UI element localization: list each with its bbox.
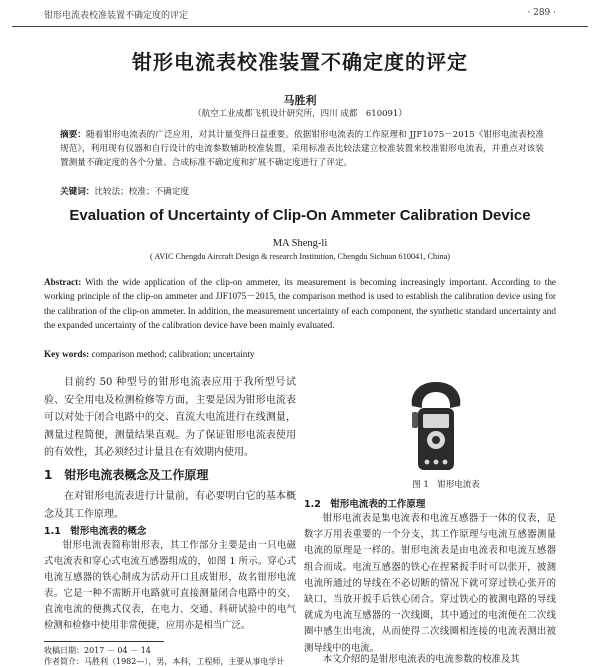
author-en: MA Sheng-li — [272, 238, 328, 249]
keywords-en — [44, 347, 556, 361]
figure-1 — [396, 378, 476, 474]
abstract-en-label: Abstract: — [44, 277, 82, 287]
footnote-received: 收稿日期：2017 － 04 － 14 — [44, 646, 151, 655]
section-1-intro: 在对钳形电流表进行计量前，有必要明白它的基本概念及其工作原理。 — [44, 491, 296, 520]
section-1-2-text: 钳形电流表是集电流表和电流互感器于一体的仪表，是数字万用表重要的一个分支，其工作原理与电流互感器测量电流的原理是一样的。钳形电流表是由电流表和电流互感器组合而成。电流互感器的铁心在捏紧扳手时可以张开，被测电流所通过的导线在不必切断的情况下就可穿过铁心张开的缺口，当放开扳手后铁心闭合。穿过铁心的被测电路的导线就成为电流互感器的一次线圈，其中通过的电流便在二次线圈中感生出电流，从而使得二次线圈相连接的电流表测出被测导线中的电流。 — [304, 513, 556, 654]
page-number: · 289 · — [527, 8, 556, 18]
page-title-en: Evaluation of Uncertainty of Clip-On Ammeter Calibration Device — [69, 207, 531, 224]
abstract-cn — [60, 128, 544, 171]
keywords-en-text: comparison method; calibration; uncertainty — [89, 349, 255, 359]
keywords-cn-label: 关键词： — [60, 187, 95, 197]
intro-paragraph: 目前约 50 种型号的钳形电流表应用于我所型号试验、安全用电及检测检修等方面，主要是因为钳形电流表可以对处于闭合电路中的交、直流大电流进行在线测量，测量过程简便，测量结果直观。为了保证钳形电流表使用的有效性，其必须经过计量且在有效期内使用。 — [44, 377, 296, 458]
section-1-1-heading: 1.1 钳形电流表的概念 — [44, 526, 147, 537]
footnote-rule — [44, 641, 164, 642]
page-title-cn: 钳形电流表校准装置不确定度的评定 — [132, 50, 468, 74]
keywords-cn — [60, 185, 544, 199]
section-1-1-text: 钳形电流表简称钳形表，其工作部分主要是由一只电磁式电流表和穿心式电流互感器组成的，如图 1 所示。穿心式电流互感器的铁心制成为活动开口且成钳形，故名钳形电流表。它是一种不需断开电路就可直接测量闭合电路中的交、直流电流的便携式仪表，在电力、交通、科研试验中的电气检测和检修中使用非常便捷，应用亦是相当广泛。 — [44, 540, 296, 632]
clamp-meter-icon — [396, 378, 476, 474]
footnote-author-bio: 作者简介：马胜利（1982—），男，本科，工程师，主要从事电学计 — [44, 657, 285, 666]
section-1-heading: 1 钳形电流表概念及工作原理 — [44, 468, 209, 482]
running-header-title: 钳形电流表校准装置不确定度的评定 — [44, 11, 189, 21]
affiliation-en: ( AVIC Chengdu Aircraft Design & research Institution, Chengdu Sichuan 610041, China) — [149, 252, 451, 261]
abstract-en-text: With the wide application of the clip-on ammeter, its measurement is becoming increasingly important. According to the working principle of the clip-on ammeter and JJF1075－2015, the comparison method is used to establish the calibration device using for the calibration of the clip-on ammeter. In addition, the measurement uncertainty of each component, the synthetic standard uncertainty and the expanded uncertainty of the calibration device have been mainly evaluated. — [44, 277, 556, 330]
abstract-cn-text: 随着钳形电流表的广泛应用，对其计量变得日益重要。依据钳形电流表的工作原理和 JJF1075－2015《钳形电流表校准规范》，利用现有仪器和自行设计的电流参数辅助校准装置，采用标准表比较法建立校准装置来校准钳形电流表，并重点对该装置测量不确定度的各个分量、合成标准不确定度和扩展不确定度进行了评定。 — [60, 130, 544, 169]
header-rule — [12, 26, 588, 27]
section-1-2-heading: 1.2 钳形电流表的工作原理 — [304, 499, 426, 510]
affiliation-cn: （航空工业成都飞机设计研究所，四川 成都 610091） — [193, 109, 407, 119]
keywords-en-label: Key words: — [44, 349, 90, 359]
author-cn: 马胜利 — [283, 94, 317, 107]
abstract-cn-label: 摘要： — [60, 130, 86, 140]
section-1-closing-fragment: 本文介绍的是钳形电流表的电流参数的校准及其 — [322, 654, 520, 665]
keywords-cn-text: 比较法；校准；不确定度 — [94, 187, 189, 197]
abstract-en — [44, 275, 556, 332]
figure-1-caption: 图 1 钳形电流表 — [412, 480, 480, 490]
